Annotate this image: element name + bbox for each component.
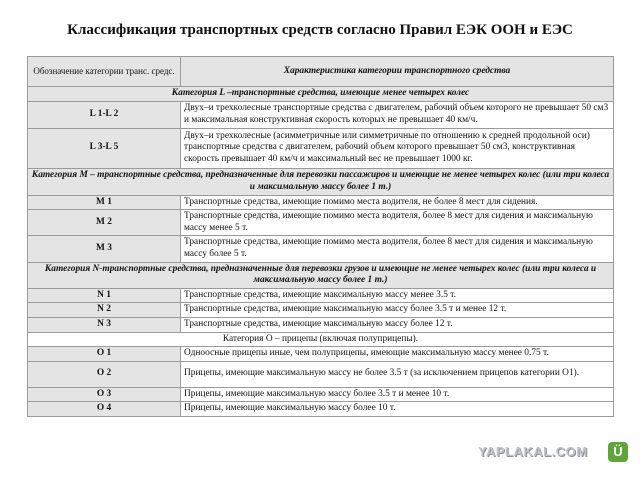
table-row [28, 288, 614, 303]
category-code: N 1 [28, 288, 181, 303]
category-description: Прицепы, имеющие максимальную массу более 3.5 т и менее 10 т. [181, 387, 614, 402]
watermark-text: YAPLAKAL.COM [478, 444, 588, 459]
table-row [28, 317, 614, 332]
yaplakal-logo-icon: Ü [608, 442, 628, 462]
category-o-title: Категория О – прицепы (включая полуприцепы). [28, 332, 614, 347]
category-description: Одноосные прицепы иные, чем полуприцепы, имеющие максимальную массу менее 0.75 т. [181, 347, 614, 362]
category-description: Двух–и трехколесные (асимметричные или симметричные по отношению к средней продольной оси) транспортные средства с двигателем, рабочий объем которого превышает 50 см3, конструктивная скорость превышает 40 км/ч и максимальный вес не превышает 1000 кг. [181, 128, 614, 168]
category-code: L 3-L 5 [28, 128, 181, 168]
category-n-row [28, 262, 614, 288]
category-description: Транспортные средства, имеющие помимо места водителя, не более 8 мест для сидения. [181, 195, 614, 210]
category-code: М 2 [28, 210, 181, 236]
category-code: О 2 [28, 361, 181, 387]
table-row [28, 347, 614, 362]
category-code: N 3 [28, 317, 181, 332]
category-code: N 2 [28, 303, 181, 318]
table-header-row [28, 57, 614, 87]
table-row [28, 402, 614, 417]
category-l-title: Категория L –транспортные средства, имеющие менее четырех колес [28, 87, 614, 102]
category-code: О 3 [28, 387, 181, 402]
category-description: Прицепы, имеющие максимальную массу более 10 т. [181, 402, 614, 417]
category-code: М 1 [28, 195, 181, 210]
table-row [28, 101, 614, 128]
table-row [28, 387, 614, 402]
page-title: Классификация транспортных средств согласно Правил ЕЭК ООН и ЕЭС [67, 22, 573, 38]
table-row [28, 195, 614, 210]
category-code: М 3 [28, 236, 181, 262]
category-description: Транспортные средства, имеющие помимо места водителя, более 8 мест для сидения и максимальную массу более 5 т. [181, 236, 614, 262]
header-category-description: Характеристика категории транспортного средства [181, 57, 614, 87]
category-description: Прицепы, имеющие максимальную массу не более 3.5 т (за исключением прицепов категории О1). [181, 361, 614, 387]
category-description: Двух–и трехколесные транспортные средства с двигателем, рабочий объем которого не превышает 50 см3 и максимальная конструктивная скорость которых не превышает 40 км/ч. [181, 101, 614, 128]
table-row [28, 210, 614, 236]
table-row [28, 236, 614, 262]
category-description: Транспортные средства, имеющие максимальную массу более 12 т. [181, 317, 614, 332]
header-category-code: Обозначение категории транс. средс. [28, 57, 181, 87]
watermark [472, 444, 632, 466]
table-row [28, 128, 614, 168]
category-o-row [28, 332, 614, 347]
category-m-row [28, 168, 614, 195]
category-m-title: Категория М – транспортные средства, предназначенные для перевозки пассажиров и имеющие не менее четырех колес (или три колеса и максимальную массу более 1 т.) [28, 168, 614, 195]
category-description: Транспортные средства, имеющие помимо места водителя, более 8 мест для сидения и максимальную массу менее 5 т. [181, 210, 614, 236]
table-row [28, 361, 614, 387]
category-code: L 1-L 2 [28, 101, 181, 128]
category-code: О 4 [28, 402, 181, 417]
table-row [28, 303, 614, 318]
category-l-row [28, 87, 614, 102]
category-code: О 1 [28, 347, 181, 362]
category-description: Транспортные средства, имеющие максимальную массу менее 3.5 т. [181, 288, 614, 303]
classification-table [27, 56, 614, 417]
category-description: Транспортные средства, имеющие максимальную массу более 3.5 т и менее 12 т. [181, 303, 614, 318]
category-n-title: Категория N-транспортные средства, предназначенные для перевозки грузов и имеющие не менее четырех колес (или три колеса и максимальную массу более 1 т.) [28, 262, 614, 288]
